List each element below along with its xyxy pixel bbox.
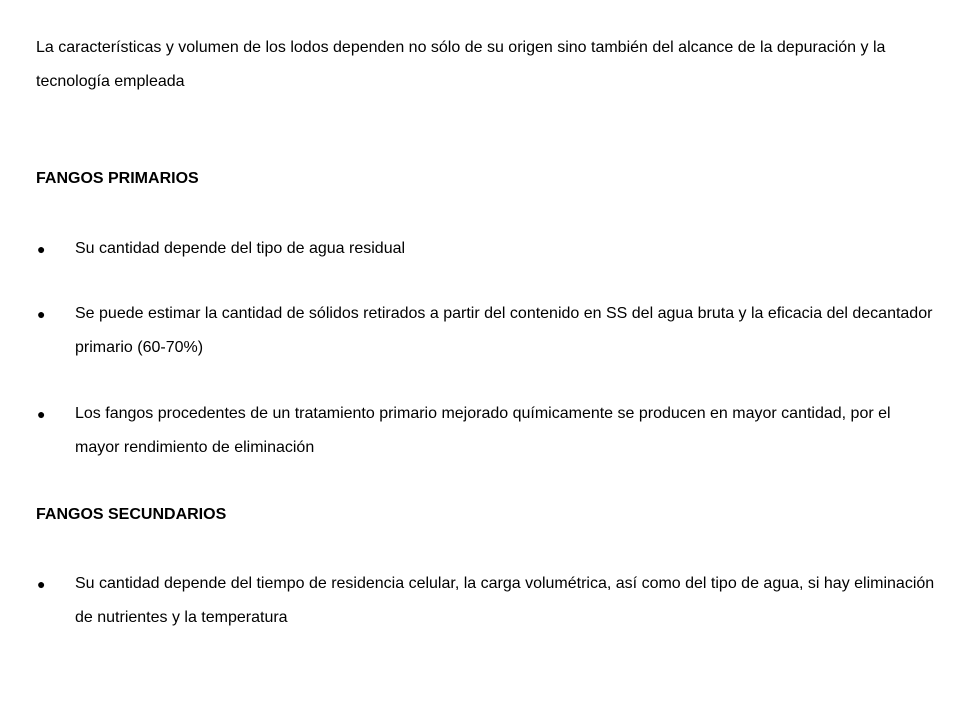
bullet-icon: ● [37, 306, 46, 322]
list-item-text: Su cantidad depende del tipo de agua residual [75, 240, 406, 257]
list-item [36, 567, 936, 635]
list-item [36, 397, 936, 465]
list-item-text: Se puede estimar la cantidad de sólidos retirados a partir del contenido en SS del agua bruta y la eficacia del decantador primario (60-70%) [75, 305, 933, 356]
intro-paragraph: La características y volumen de los lodos dependen no sólo de su origen sino también del alcance de la depuración y la tecnología empleada [36, 39, 886, 90]
list-item-text: Los fangos procedentes de un tratamiento primario mejorado químicamente se producen en mayor cantidad, por el mayor rendimiento de eliminación [75, 405, 891, 456]
section-heading-fangos-secundarios: FANGOS SECUNDARIOS [36, 506, 227, 523]
list-item [36, 297, 936, 365]
bullet-icon: ● [37, 241, 46, 257]
list-item-text: Su cantidad depende del tiempo de residencia celular, la carga volumétrica, así como del tipo de agua, si hay eliminación de nutrientes y la temperatura [75, 575, 935, 626]
bullet-icon: ● [37, 406, 46, 422]
bullet-icon: ● [37, 576, 46, 592]
section-heading-fangos-primarios: FANGOS PRIMARIOS [36, 170, 199, 187]
list-item [36, 232, 936, 266]
